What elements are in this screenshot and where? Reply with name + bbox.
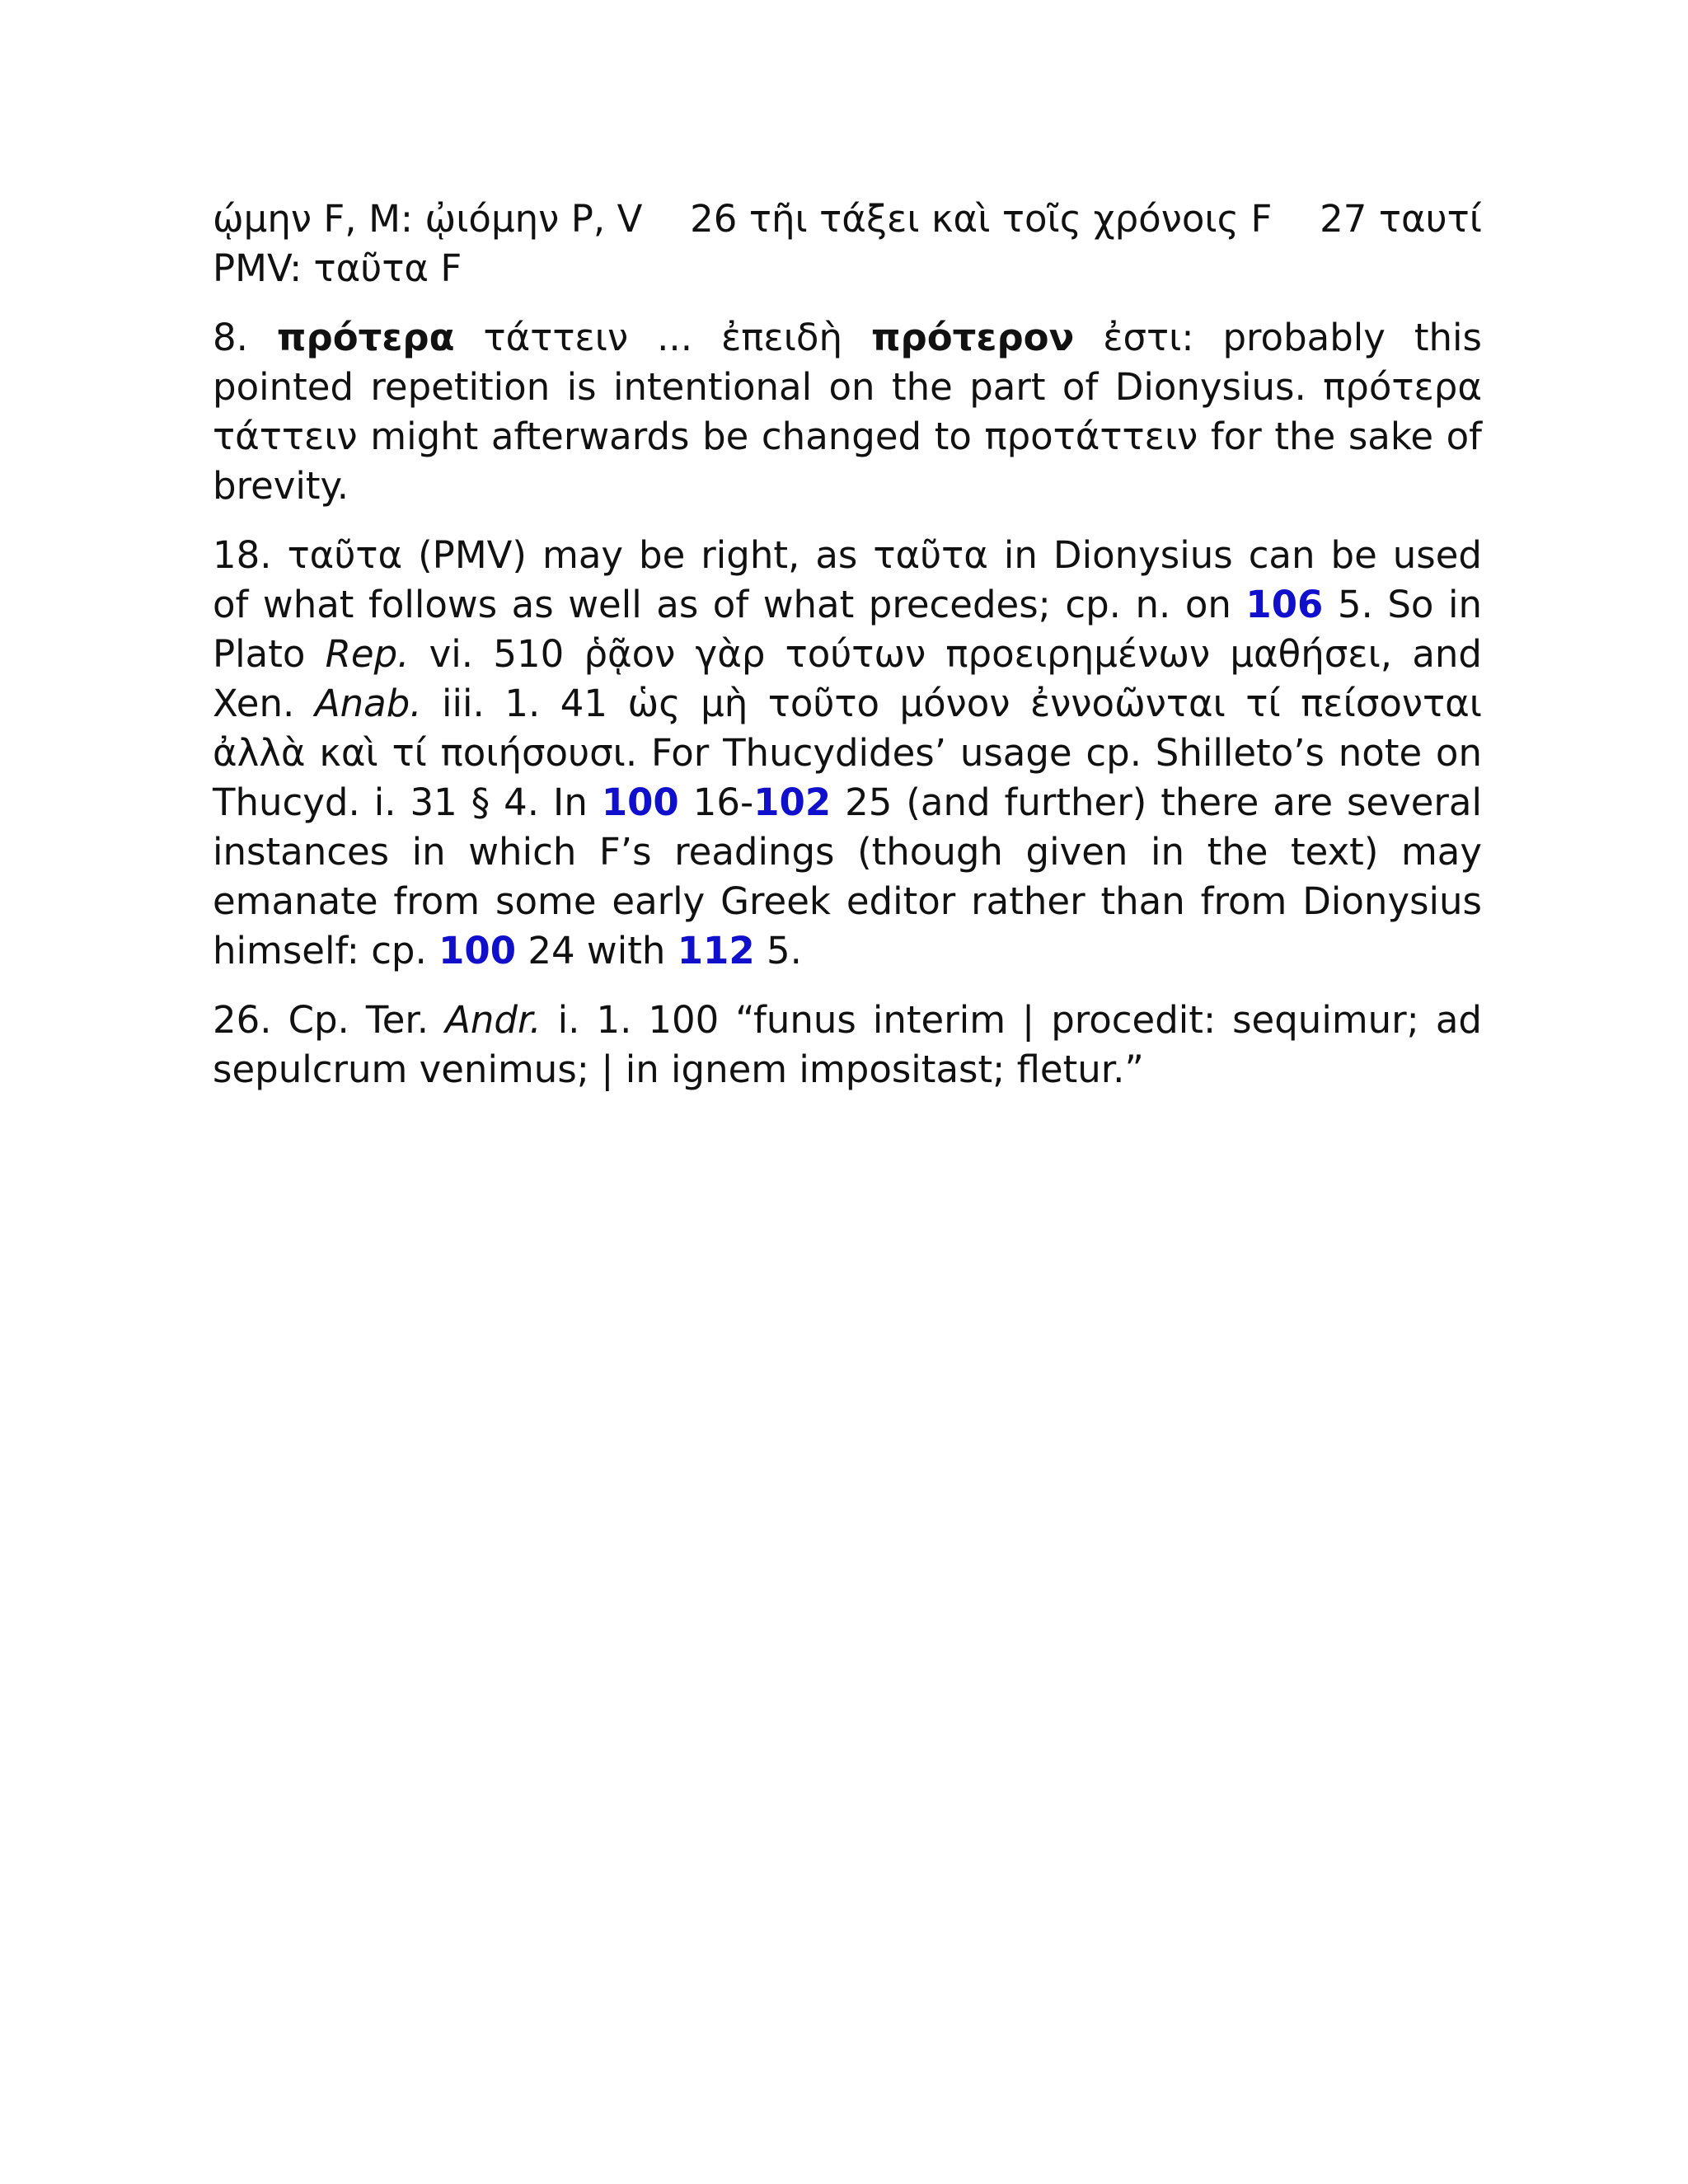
note-number: 8.	[213, 316, 277, 359]
note-18	[213, 531, 1482, 976]
italic-title: Anab.	[314, 682, 422, 725]
apparatus-text: ῴμην F, M: ᾠιόμην P, V 26 τῆι τάξει καὶ τοῖς χρόνοις F 27 ταυτί PMV: ταῦτα F	[213, 197, 1494, 290]
page-reference-link[interactable]: 102	[753, 780, 832, 824]
document-body	[213, 194, 1494, 1114]
page-reference-link[interactable]: 112	[677, 929, 755, 972]
note-text: 16-	[678, 780, 754, 824]
bold-greek-term: πρότερον	[870, 316, 1075, 359]
note-text: 5.	[754, 929, 802, 972]
note-text: vi. 510 ῥᾷον γὰρ τούτων προειρημένων μαθήσει, and Xen.	[213, 632, 1482, 725]
note-text: 18. ταῦτα (PMV) may be right, as ταῦτα in Dionysius can be used of what follows as well as of what precedes; cp. n. on	[213, 533, 1482, 626]
apparatus-criticus	[213, 194, 1494, 293]
page-reference-link[interactable]: 106	[1245, 583, 1324, 626]
note-text: ἐστι: probably this pointed repetition is intentional on the part of Dionysius. πρότερα τάττειν might afterwards be changed to προτάττειν for the sake of brevity.	[213, 316, 1483, 508]
page-reference-link[interactable]: 100	[601, 780, 679, 824]
italic-title: Andr.	[445, 998, 542, 1042]
note-text: 24 with	[516, 929, 678, 972]
note-text: 5. So in Plato	[213, 583, 1483, 676]
note-8	[213, 313, 1482, 511]
note-text: 25 (and further) there are several instances in which F’s readings (though given in the text) may emanate from some early Greek editor rather than from Dionysius himself: cp.	[213, 780, 1483, 972]
note-text: τάττειν ... ἐπειδὴ	[454, 316, 871, 359]
italic-title: Rep.	[325, 632, 410, 676]
note-26	[213, 996, 1482, 1094]
note-text: 26. Cp. Ter.	[213, 998, 446, 1042]
note-text: iii. 1. 41 ὡς μὴ τοῦτο μόνον ἐννοῶνται τί πείσονται ἀλλὰ καὶ τί ποιήσουσι. For Thucydides’ usage cp. Shilleto’s note on Thucyd. i. 31 § 4. In	[213, 682, 1482, 824]
page-reference-link[interactable]: 100	[438, 929, 517, 972]
note-text: i. 1. 100 “funus interim | procedit: sequimur; ad sepulcrum venimus; | in ignem impositast; fletur.”	[213, 998, 1482, 1091]
bold-greek-term: πρότερα	[276, 316, 455, 359]
